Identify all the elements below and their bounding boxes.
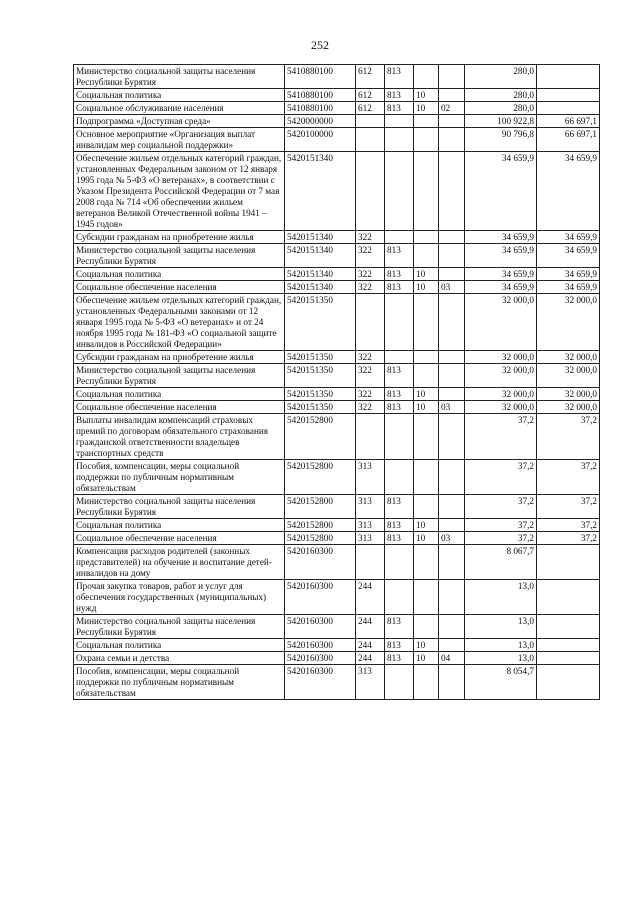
target-code-cell: 5420152800 xyxy=(285,519,356,532)
amount-federal-cell: 34 659,9 xyxy=(537,244,600,268)
item-name-cell: Обеспечение жильем отдельных категорий граждан, установленных Федеральным законом от 12 января 1995 года № 5-ФЗ «О ветеранах», в соответствии с Указом Президента Российской Федерации от 7 мая 2008 года № 714 «Об обеспечении жильем ветеранов Великой Отечественной войны 1941 – 1945 годов» xyxy=(74,152,285,231)
item-name-cell: Компенсация расходов родителей (законных представителей) на обучение и воспитание детей-инвалидов на дому xyxy=(74,545,285,580)
amount-total-cell: 13,0 xyxy=(465,652,537,665)
table-row xyxy=(74,152,600,231)
section-cell xyxy=(414,231,439,244)
administrator-cell: 813 xyxy=(385,89,414,102)
amount-total-cell: 280,0 xyxy=(465,65,537,89)
section-cell xyxy=(414,545,439,580)
expense-type-cell xyxy=(356,294,385,351)
amount-total-cell: 8 054,7 xyxy=(465,665,537,700)
target-code-cell: 5410880100 xyxy=(285,89,356,102)
table-row xyxy=(74,615,600,639)
section-cell: 10 xyxy=(414,281,439,294)
target-code-cell: 5420151350 xyxy=(285,364,356,388)
subsection-cell xyxy=(439,65,465,89)
target-code-cell: 5420151350 xyxy=(285,351,356,364)
administrator-cell xyxy=(385,460,414,495)
amount-federal-cell: 37,2 xyxy=(537,460,600,495)
expense-type-cell: 244 xyxy=(356,615,385,639)
target-code-cell: 5420151350 xyxy=(285,294,356,351)
administrator-cell: 813 xyxy=(385,268,414,281)
amount-total-cell: 90 796,8 xyxy=(465,128,537,152)
expense-type-cell: 322 xyxy=(356,244,385,268)
table-row xyxy=(74,460,600,495)
item-name-cell: Обеспечение жильем отдельных категорий граждан, установленных Федеральными законами от 12 января 1995 года № 5-ФЗ «О ветеранах» и от 24 ноября 1995 года № 181-ФЗ «О социальной защите инвалидов в Российской Федерации» xyxy=(74,294,285,351)
expense-type-cell: 313 xyxy=(356,519,385,532)
administrator-cell: 813 xyxy=(385,102,414,115)
amount-federal-cell xyxy=(537,580,600,615)
amount-total-cell: 32 000,0 xyxy=(465,294,537,351)
target-code-cell: 5410880100 xyxy=(285,65,356,89)
administrator-cell xyxy=(385,115,414,128)
target-code-cell: 5420000000 xyxy=(285,115,356,128)
target-code-cell: 5420160300 xyxy=(285,639,356,652)
table-row xyxy=(74,652,600,665)
table-row xyxy=(74,89,600,102)
section-cell: 10 xyxy=(414,89,439,102)
subsection-cell: 03 xyxy=(439,532,465,545)
item-name-cell: Субсидии гражданам на приобретение жилья xyxy=(74,351,285,364)
target-code-cell: 5420152800 xyxy=(285,414,356,460)
administrator-cell xyxy=(385,545,414,580)
section-cell xyxy=(414,65,439,89)
table-row xyxy=(74,65,600,89)
administrator-cell: 813 xyxy=(385,65,414,89)
amount-total-cell: 280,0 xyxy=(465,89,537,102)
administrator-cell: 813 xyxy=(385,615,414,639)
section-cell xyxy=(414,152,439,231)
administrator-cell xyxy=(385,152,414,231)
amount-total-cell: 8 067,7 xyxy=(465,545,537,580)
amount-federal-cell: 34 659,9 xyxy=(537,152,600,231)
target-code-cell: 5420152800 xyxy=(285,532,356,545)
administrator-cell: 813 xyxy=(385,401,414,414)
amount-federal-cell: 32 000,0 xyxy=(537,351,600,364)
table-row xyxy=(74,580,600,615)
item-name-cell: Пособия, компенсации, меры социальной поддержки по публичным нормативным обязательствам xyxy=(74,665,285,700)
administrator-cell: 813 xyxy=(385,364,414,388)
subsection-cell xyxy=(439,244,465,268)
subsection-cell xyxy=(439,231,465,244)
subsection-cell xyxy=(439,152,465,231)
amount-federal-cell xyxy=(537,545,600,580)
amount-total-cell: 34 659,9 xyxy=(465,152,537,231)
expense-type-cell xyxy=(356,545,385,580)
subsection-cell xyxy=(439,351,465,364)
amount-total-cell: 280,0 xyxy=(465,102,537,115)
section-cell: 10 xyxy=(414,652,439,665)
expense-type-cell: 313 xyxy=(356,665,385,700)
table-row xyxy=(74,665,600,700)
section-cell xyxy=(414,460,439,495)
amount-federal-cell xyxy=(537,652,600,665)
amount-total-cell: 13,0 xyxy=(465,580,537,615)
amount-total-cell: 37,2 xyxy=(465,495,537,519)
subsection-cell: 03 xyxy=(439,401,465,414)
table-row xyxy=(74,351,600,364)
administrator-cell xyxy=(385,665,414,700)
amount-federal-cell xyxy=(537,102,600,115)
subsection-cell xyxy=(439,414,465,460)
expense-type-cell: 612 xyxy=(356,102,385,115)
expense-type-cell xyxy=(356,152,385,231)
item-name-cell: Социальное обеспечение населения xyxy=(74,401,285,414)
table-row xyxy=(74,519,600,532)
item-name-cell: Социальная политика xyxy=(74,519,285,532)
amount-federal-cell xyxy=(537,65,600,89)
section-cell: 10 xyxy=(414,388,439,401)
subsection-cell xyxy=(439,115,465,128)
item-name-cell: Социальное обслуживание населения xyxy=(74,102,285,115)
subsection-cell xyxy=(439,89,465,102)
expense-type-cell: 322 xyxy=(356,401,385,414)
item-name-cell: Министерство социальной защиты населения Республики Бурятия xyxy=(74,244,285,268)
administrator-cell: 813 xyxy=(385,652,414,665)
section-cell xyxy=(414,495,439,519)
item-name-cell: Социальное обеспечение населения xyxy=(74,281,285,294)
amount-total-cell: 34 659,9 xyxy=(465,268,537,281)
item-name-cell: Социальная политика xyxy=(74,89,285,102)
table-row xyxy=(74,414,600,460)
table-row xyxy=(74,128,600,152)
item-name-cell: Выплаты инвалидам компенсаций страховых премий по договорам обязательного страхования гражданской ответственности владельцев транспортных средств xyxy=(74,414,285,460)
administrator-cell: 813 xyxy=(385,244,414,268)
target-code-cell: 5420152800 xyxy=(285,495,356,519)
subsection-cell xyxy=(439,268,465,281)
amount-federal-cell: 34 659,9 xyxy=(537,268,600,281)
budget-table xyxy=(73,64,600,700)
item-name-cell: Социальная политика xyxy=(74,268,285,281)
administrator-cell: 813 xyxy=(385,532,414,545)
amount-federal-cell: 32 000,0 xyxy=(537,364,600,388)
amount-total-cell: 32 000,0 xyxy=(465,388,537,401)
amount-federal-cell: 37,2 xyxy=(537,495,600,519)
target-code-cell: 5420160300 xyxy=(285,652,356,665)
section-cell: 10 xyxy=(414,532,439,545)
target-code-cell: 5420151340 xyxy=(285,244,356,268)
administrator-cell: 813 xyxy=(385,495,414,519)
expense-type-cell: 322 xyxy=(356,351,385,364)
table-row xyxy=(74,231,600,244)
amount-total-cell: 37,2 xyxy=(465,460,537,495)
administrator-cell xyxy=(385,294,414,351)
table-row xyxy=(74,268,600,281)
amount-total-cell: 34 659,9 xyxy=(465,281,537,294)
administrator-cell xyxy=(385,580,414,615)
table-row xyxy=(74,294,600,351)
subsection-cell xyxy=(439,615,465,639)
table-row xyxy=(74,244,600,268)
amount-total-cell: 37,2 xyxy=(465,519,537,532)
item-name-cell: Основное мероприятие «Организация выплат инвалидам мер социальной поддержки» xyxy=(74,128,285,152)
expense-type-cell: 322 xyxy=(356,364,385,388)
target-code-cell: 5420160300 xyxy=(285,545,356,580)
expense-type-cell: 244 xyxy=(356,580,385,615)
expense-type-cell: 322 xyxy=(356,268,385,281)
subsection-cell xyxy=(439,294,465,351)
subsection-cell xyxy=(439,388,465,401)
subsection-cell xyxy=(439,519,465,532)
item-name-cell: Субсидии гражданам на приобретение жилья xyxy=(74,231,285,244)
expense-type-cell: 313 xyxy=(356,460,385,495)
section-cell xyxy=(414,580,439,615)
administrator-cell xyxy=(385,414,414,460)
item-name-cell: Прочая закупка товаров, работ и услуг для обеспечения государственных (муниципальных) нужд xyxy=(74,580,285,615)
section-cell xyxy=(414,128,439,152)
item-name-cell: Пособия, компенсации, меры социальной поддержки по публичным нормативным обязательствам xyxy=(74,460,285,495)
administrator-cell: 813 xyxy=(385,388,414,401)
amount-total-cell: 32 000,0 xyxy=(465,351,537,364)
table-body xyxy=(74,65,600,700)
table-row xyxy=(74,545,600,580)
amount-total-cell: 34 659,9 xyxy=(465,231,537,244)
section-cell: 10 xyxy=(414,519,439,532)
table-row xyxy=(74,388,600,401)
target-code-cell: 5420151340 xyxy=(285,231,356,244)
amount-federal-cell: 32 000,0 xyxy=(537,294,600,351)
item-name-cell: Социальная политика xyxy=(74,639,285,652)
target-code-cell: 5420151350 xyxy=(285,388,356,401)
target-code-cell: 5420160300 xyxy=(285,665,356,700)
subsection-cell xyxy=(439,580,465,615)
amount-federal-cell xyxy=(537,89,600,102)
amount-total-cell: 13,0 xyxy=(465,615,537,639)
expense-type-cell xyxy=(356,128,385,152)
target-code-cell: 5420151340 xyxy=(285,281,356,294)
expense-type-cell: 244 xyxy=(356,639,385,652)
table-row xyxy=(74,364,600,388)
section-cell xyxy=(414,115,439,128)
subsection-cell xyxy=(439,460,465,495)
item-name-cell: Охрана семьи и детства xyxy=(74,652,285,665)
section-cell: 10 xyxy=(414,102,439,115)
amount-federal-cell: 34 659,9 xyxy=(537,281,600,294)
expense-type-cell: 322 xyxy=(356,281,385,294)
amount-federal-cell: 66 697,1 xyxy=(537,115,600,128)
subsection-cell xyxy=(439,545,465,580)
section-cell: 10 xyxy=(414,401,439,414)
amount-total-cell: 13,0 xyxy=(465,639,537,652)
amount-federal-cell: 37,2 xyxy=(537,519,600,532)
target-code-cell: 5420151350 xyxy=(285,401,356,414)
amount-total-cell: 37,2 xyxy=(465,414,537,460)
item-name-cell: Социальное обеспечение населения xyxy=(74,532,285,545)
section-cell: 10 xyxy=(414,639,439,652)
item-name-cell: Подпрограмма «Доступная среда» xyxy=(74,115,285,128)
administrator-cell: 813 xyxy=(385,281,414,294)
administrator-cell: 813 xyxy=(385,519,414,532)
section-cell xyxy=(414,414,439,460)
section-cell: 10 xyxy=(414,268,439,281)
section-cell xyxy=(414,615,439,639)
expense-type-cell xyxy=(356,115,385,128)
table-row xyxy=(74,115,600,128)
expense-type-cell: 313 xyxy=(356,495,385,519)
section-cell xyxy=(414,364,439,388)
target-code-cell: 5420151340 xyxy=(285,268,356,281)
table-row xyxy=(74,281,600,294)
item-name-cell: Министерство социальной защиты населения Республики Бурятия xyxy=(74,65,285,89)
table-row xyxy=(74,495,600,519)
table-row xyxy=(74,401,600,414)
section-cell xyxy=(414,351,439,364)
item-name-cell: Министерство социальной защиты населения Республики Бурятия xyxy=(74,615,285,639)
amount-federal-cell xyxy=(537,615,600,639)
expense-type-cell: 322 xyxy=(356,231,385,244)
subsection-cell xyxy=(439,639,465,652)
amount-total-cell: 34 659,9 xyxy=(465,244,537,268)
item-name-cell: Министерство социальной защиты населения Республики Бурятия xyxy=(74,364,285,388)
target-code-cell: 5410880100 xyxy=(285,102,356,115)
target-code-cell: 5420100000 xyxy=(285,128,356,152)
target-code-cell: 5420151340 xyxy=(285,152,356,231)
amount-federal-cell: 32 000,0 xyxy=(537,401,600,414)
item-name-cell: Социальная политика xyxy=(74,388,285,401)
expense-type-cell: 244 xyxy=(356,652,385,665)
amount-federal-cell: 66 697,1 xyxy=(537,128,600,152)
amount-federal-cell: 34 659,9 xyxy=(537,231,600,244)
amount-federal-cell: 37,2 xyxy=(537,532,600,545)
target-code-cell: 5420152800 xyxy=(285,460,356,495)
amount-total-cell: 32 000,0 xyxy=(465,401,537,414)
expense-type-cell: 313 xyxy=(356,532,385,545)
expense-type-cell xyxy=(356,414,385,460)
subsection-cell xyxy=(439,665,465,700)
target-code-cell: 5420160300 xyxy=(285,615,356,639)
section-cell xyxy=(414,294,439,351)
administrator-cell xyxy=(385,231,414,244)
administrator-cell xyxy=(385,128,414,152)
administrator-cell xyxy=(385,351,414,364)
subsection-cell xyxy=(439,128,465,152)
item-name-cell: Министерство социальной защиты населения Республики Бурятия xyxy=(74,495,285,519)
amount-federal-cell: 32 000,0 xyxy=(537,388,600,401)
amount-total-cell: 37,2 xyxy=(465,532,537,545)
subsection-cell: 02 xyxy=(439,102,465,115)
amount-total-cell: 100 922,8 xyxy=(465,115,537,128)
section-cell xyxy=(414,665,439,700)
expense-type-cell: 322 xyxy=(356,388,385,401)
table-row xyxy=(74,532,600,545)
expense-type-cell: 612 xyxy=(356,65,385,89)
target-code-cell: 5420160300 xyxy=(285,580,356,615)
expense-type-cell: 612 xyxy=(356,89,385,102)
subsection-cell xyxy=(439,495,465,519)
amount-federal-cell xyxy=(537,639,600,652)
amount-federal-cell: 37,2 xyxy=(537,414,600,460)
page-number: 252 xyxy=(311,38,329,52)
section-cell xyxy=(414,244,439,268)
subsection-cell xyxy=(439,364,465,388)
subsection-cell: 03 xyxy=(439,281,465,294)
amount-federal-cell xyxy=(537,665,600,700)
administrator-cell: 813 xyxy=(385,639,414,652)
amount-total-cell: 32 000,0 xyxy=(465,364,537,388)
table-row xyxy=(74,102,600,115)
table-row xyxy=(74,639,600,652)
subsection-cell: 04 xyxy=(439,652,465,665)
